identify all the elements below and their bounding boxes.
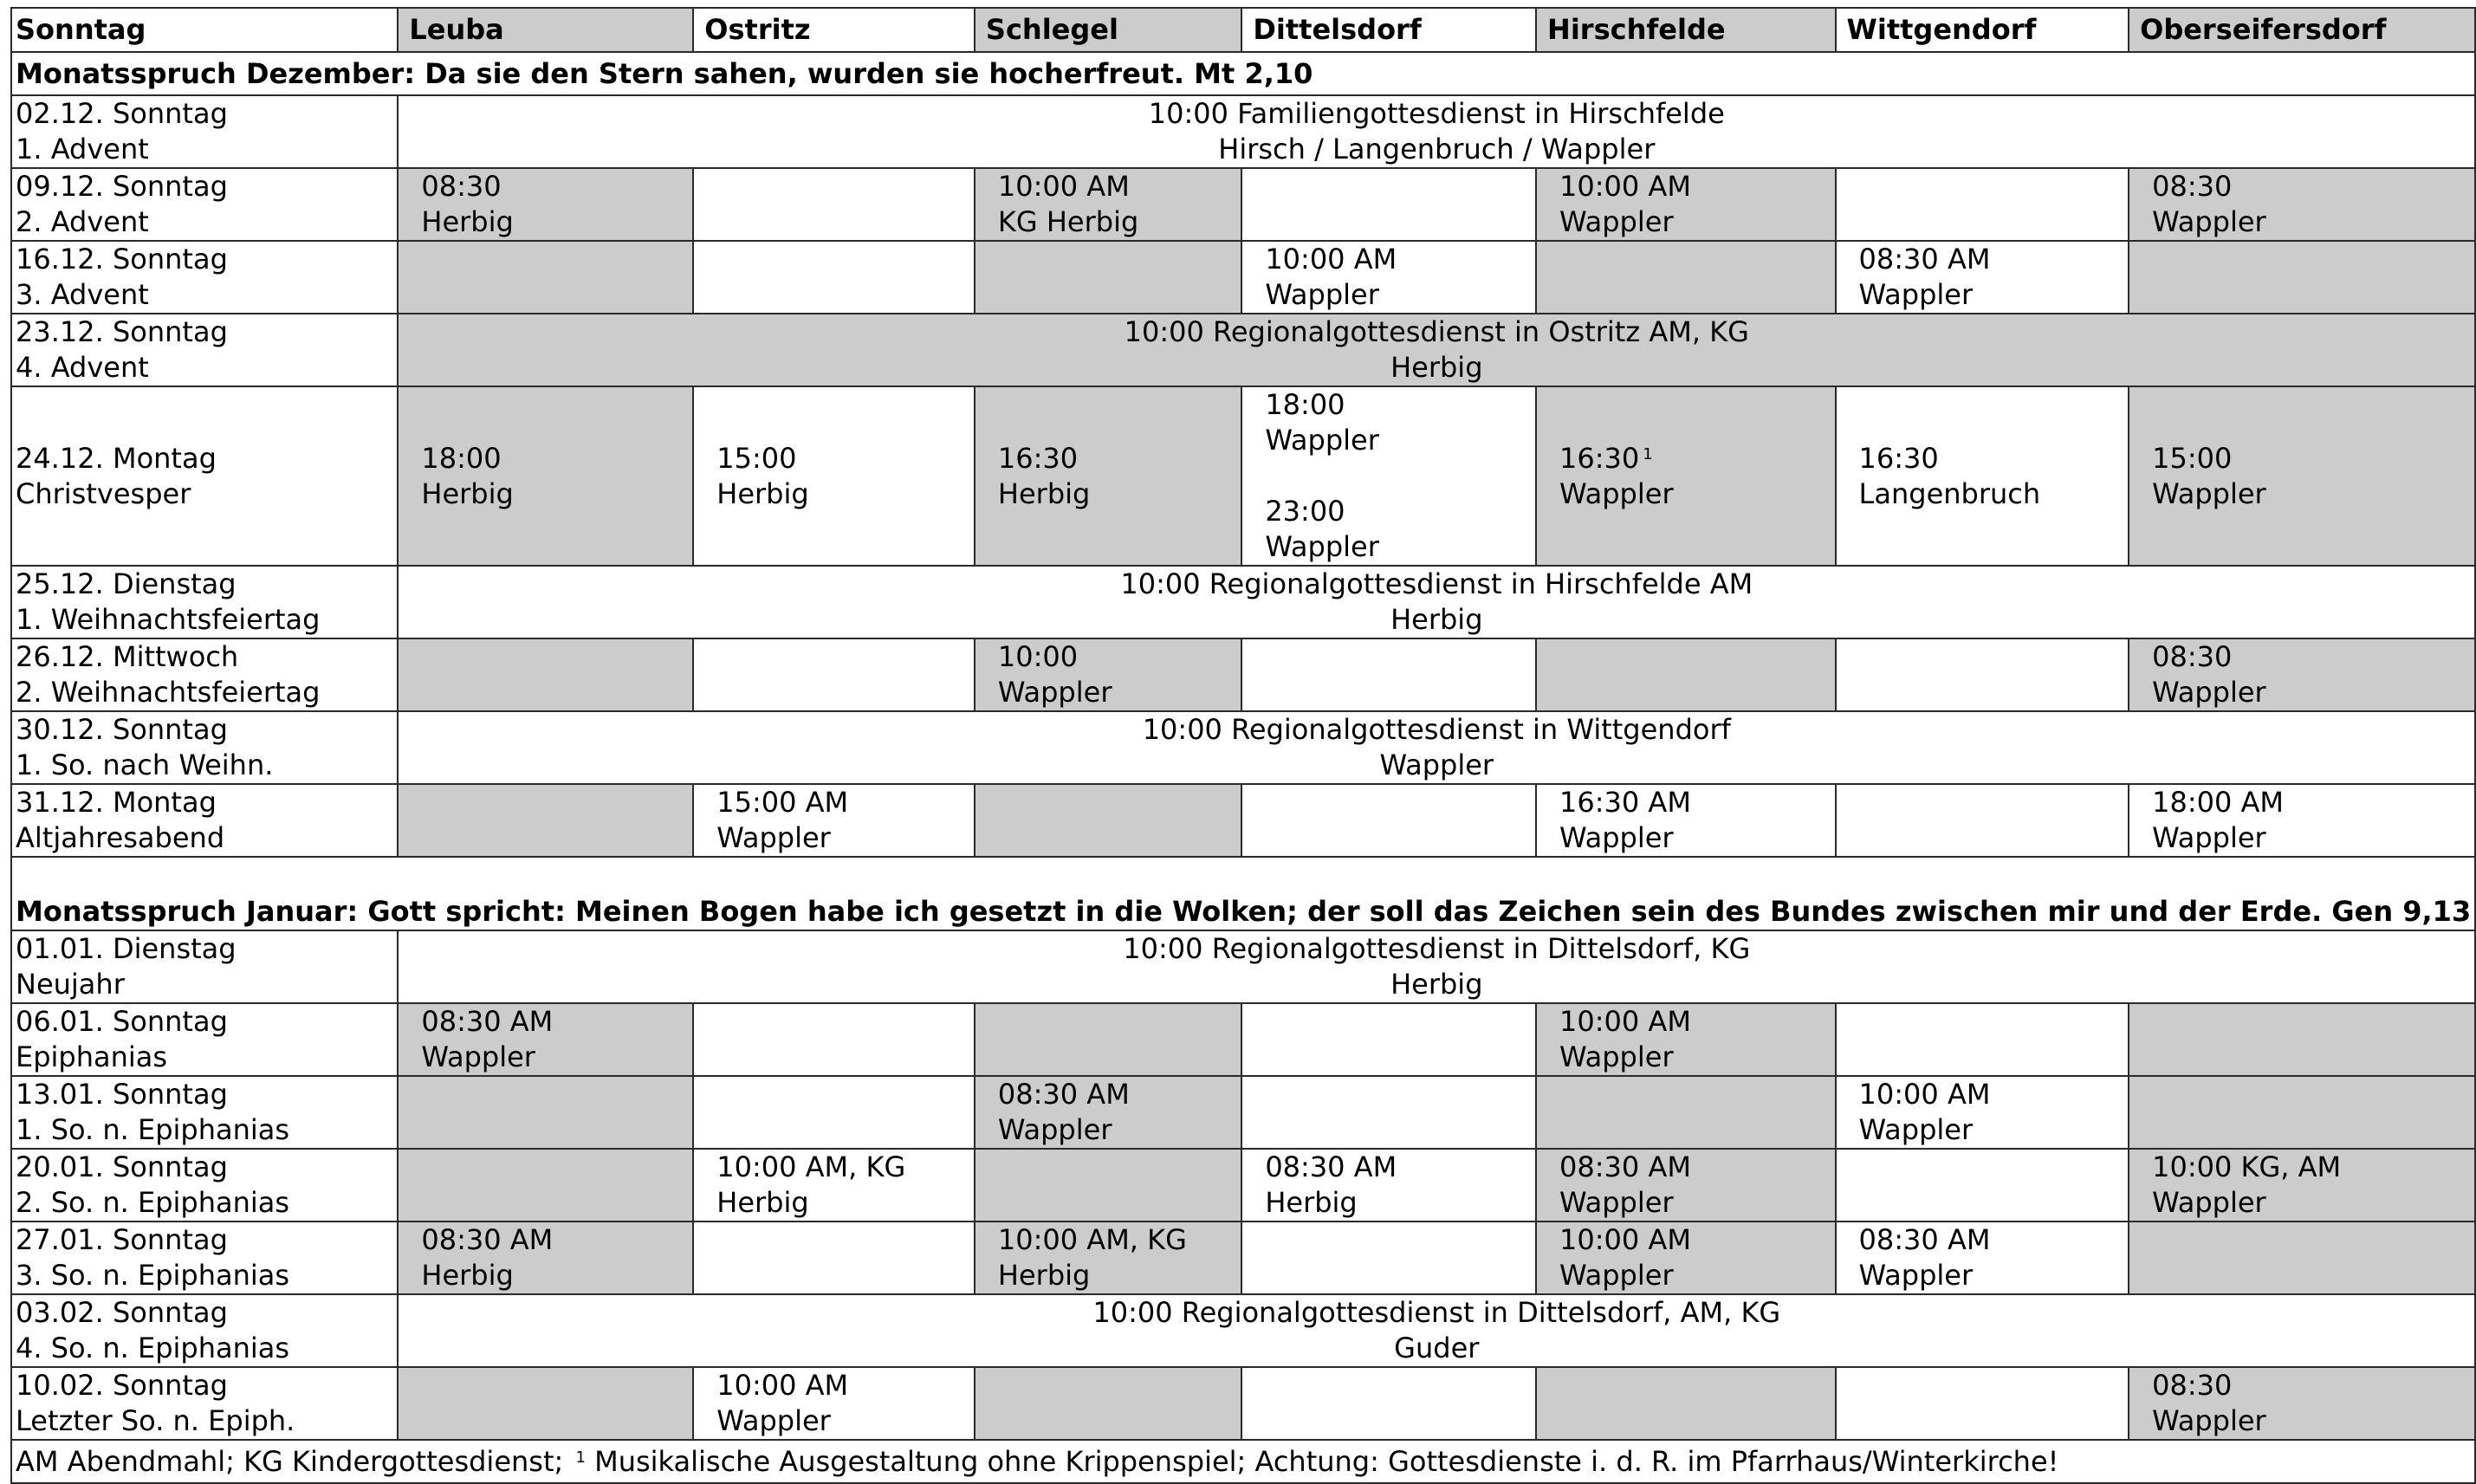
table-row	[11, 1294, 2475, 1367]
regional-service-cell: 10:00 Regionalgottesdienst in Hirschfelde AM Herbig	[398, 566, 2475, 638]
service-cell-oberseifersdorf: 15:00 Wappler	[2129, 386, 2475, 566]
service-cell-dittelsdorf	[1241, 1222, 1536, 1294]
table-row	[11, 784, 2475, 857]
spacer-row	[11, 857, 2475, 889]
col-header-dittelsdorf: Dittelsdorf	[1241, 8, 1536, 52]
service-cell-hirschfelde	[1536, 638, 1836, 711]
legend-cell: AM Abendmahl; KG Kindergottesdienst; $^1$ Musikalische Ausgestaltung ohne Krippenspiel; Achtung: Gottesdienste i. d. R. im Pfarrhaus/Winterkirche!	[11, 1440, 2475, 1483]
col-header-leuba: Leuba	[398, 8, 693, 52]
service-cell-oberseifersdorf: 08:30 Wappler	[2129, 1367, 2475, 1440]
service-cell-oberseifersdorf: 18:00 AM Wappler	[2129, 784, 2475, 857]
service-cell-schlegel	[975, 241, 1241, 314]
service-cell-leuba: 18:00 Herbig	[398, 386, 693, 566]
service-cell-hirschfelde: 08:30 AM Wappler	[1536, 1149, 1836, 1222]
service-cell-leuba: 08:30 AM Wappler	[398, 1003, 693, 1076]
service-cell-ostritz: 10:00 AM, KG Herbig	[693, 1149, 975, 1222]
col-header-hirschfelde: Hirschfelde	[1536, 8, 1836, 52]
footnote-marker: 1	[575, 1448, 586, 1467]
date-cell: 31.12. Montag Altjahresabend	[11, 784, 398, 857]
service-cell-oberseifersdorf	[2129, 1222, 2475, 1294]
footnote-marker: 1	[1643, 444, 1653, 463]
service-cell-leuba	[398, 1367, 693, 1440]
date-cell: 02.12. Sonntag 1. Advent	[11, 95, 398, 168]
service-cell-hirschfelde: 10:00 AM Wappler	[1536, 1003, 1836, 1076]
regional-service-cell: 10:00 Regionalgottesdienst in Ostritz AM, KG Herbig	[398, 314, 2475, 386]
date-cell: 20.01. Sonntag 2. So. n. Epiphanias	[11, 1149, 398, 1222]
table-row	[11, 386, 2475, 566]
table-row	[11, 1149, 2475, 1222]
col-header-schlegel: Schlegel	[975, 8, 1241, 52]
worship-schedule-table	[10, 7, 2476, 1484]
service-cell-leuba	[398, 241, 693, 314]
service-cell-ostritz	[693, 241, 975, 314]
service-cell-hirschfelde	[1536, 1076, 1836, 1149]
service-cell-dittelsdorf: 08:30 AM Herbig	[1241, 1149, 1536, 1222]
service-cell-wittgendorf	[1836, 168, 2129, 241]
service-cell-ostritz	[693, 1076, 975, 1149]
table-row	[11, 1367, 2475, 1440]
regional-service-cell: 10:00 Regionalgottesdienst in Wittgendorf Wappler	[398, 711, 2475, 784]
header-row	[11, 8, 2475, 52]
regional-service-cell: 10:00 Familiengottesdienst in Hirschfelde Hirsch / Langenbruch / Wappler	[398, 95, 2475, 168]
table-row	[11, 1222, 2475, 1294]
service-cell-wittgendorf: 08:30 AM Wappler	[1836, 241, 2129, 314]
service-cell-wittgendorf	[1836, 784, 2129, 857]
service-cell-dittelsdorf	[1241, 1367, 1536, 1440]
service-cell-ostritz: 10:00 AM Wappler	[693, 1367, 975, 1440]
spacer-cell	[11, 857, 2475, 889]
service-cell-ostritz	[693, 1003, 975, 1076]
date-cell: 13.01. Sonntag 1. So. n. Epiphanias	[11, 1076, 398, 1149]
monatsspruch-januar: Monatsspruch Januar: Gott spricht: Meinen Bogen habe ich gesetzt in die Wolken; der soll das Zeichen sein des Bundes zwischen mir und der Erde. Gen 9,13	[11, 889, 2475, 930]
table-row	[11, 638, 2475, 711]
monatsspruch-row	[11, 889, 2475, 930]
service-cell-wittgendorf: 10:00 AM Wappler	[1836, 1076, 2129, 1149]
service-cell-wittgendorf	[1836, 638, 2129, 711]
table-row	[11, 168, 2475, 241]
service-cell-dittelsdorf	[1241, 1003, 1536, 1076]
service-cell-wittgendorf: 16:30 Langenbruch	[1836, 386, 2129, 566]
service-cell-dittelsdorf: 10:00 AM Wappler	[1241, 241, 1536, 314]
regional-service-cell: 10:00 Regionalgottesdienst in Dittelsdorf, KG Herbig	[398, 930, 2475, 1003]
regional-service-cell: 10:00 Regionalgottesdienst in Dittelsdorf, AM, KG Guder	[398, 1294, 2475, 1367]
service-cell-hirschfelde: 16:30 AM Wappler	[1536, 784, 1836, 857]
service-cell-oberseifersdorf	[2129, 241, 2475, 314]
date-cell: 16.12. Sonntag 3. Advent	[11, 241, 398, 314]
service-cell-leuba	[398, 1076, 693, 1149]
table-row	[11, 314, 2475, 386]
service-cell-oberseifersdorf: 10:00 KG, AM Wappler	[2129, 1149, 2475, 1222]
table-row	[11, 930, 2475, 1003]
service-cell-dittelsdorf	[1241, 638, 1536, 711]
col-header-ostritz: Ostritz	[693, 8, 975, 52]
date-cell: 25.12. Dienstag 1. Weihnachtsfeiertag	[11, 566, 398, 638]
service-cell-ostritz: 15:00 Herbig	[693, 386, 975, 566]
service-cell-leuba	[398, 1149, 693, 1222]
date-cell: 26.12. Mittwoch 2. Weihnachtsfeiertag	[11, 638, 398, 711]
monatsspruch-row	[11, 52, 2475, 95]
service-cell-dittelsdorf	[1241, 784, 1536, 857]
service-cell-wittgendorf	[1836, 1003, 2129, 1076]
service-cell-schlegel	[975, 1003, 1241, 1076]
service-cell-hirschfelde: 16:30 $^1$ Wappler	[1536, 386, 1836, 566]
service-cell-hirschfelde: 10:00 AM Wappler	[1536, 1222, 1836, 1294]
date-cell: 01.01. Dienstag Neujahr	[11, 930, 398, 1003]
date-cell: 30.12. Sonntag 1. So. nach Weihn.	[11, 711, 398, 784]
table-row	[11, 241, 2475, 314]
service-cell-schlegel: 08:30 AM Wappler	[975, 1076, 1241, 1149]
col-header-wittgendorf: Wittgendorf	[1836, 8, 2129, 52]
service-cell-wittgendorf	[1836, 1149, 2129, 1222]
service-cell-oberseifersdorf: 08:30 Wappler	[2129, 168, 2475, 241]
service-cell-ostritz	[693, 1222, 975, 1294]
service-cell-dittelsdorf	[1241, 1076, 1536, 1149]
date-cell: 03.02. Sonntag 4. So. n. Epiphanias	[11, 1294, 398, 1367]
service-cell-schlegel	[975, 1149, 1241, 1222]
service-cell-dittelsdorf	[1241, 168, 1536, 241]
service-cell-hirschfelde	[1536, 241, 1836, 314]
date-cell: 27.01. Sonntag 3. So. n. Epiphanias	[11, 1222, 398, 1294]
service-cell-schlegel: 10:00 AM, KG Herbig	[975, 1222, 1241, 1294]
date-cell: 10.02. Sonntag Letzter So. n. Epiph.	[11, 1367, 398, 1440]
date-cell: 24.12. Montag Christvesper	[11, 386, 398, 566]
service-cell-leuba	[398, 638, 693, 711]
table-row	[11, 711, 2475, 784]
col-header-sonntag: Sonntag	[11, 8, 398, 52]
table-row	[11, 1076, 2475, 1149]
service-cell-schlegel: 16:30 Herbig	[975, 386, 1241, 566]
service-cell-leuba: 08:30 Herbig	[398, 168, 693, 241]
date-cell: 23.12. Sonntag 4. Advent	[11, 314, 398, 386]
table-row	[11, 95, 2475, 168]
service-cell-schlegel: 10:00 AM KG Herbig	[975, 168, 1241, 241]
service-cell-leuba: 08:30 AM Herbig	[398, 1222, 693, 1294]
service-cell-hirschfelde	[1536, 1367, 1836, 1440]
table-row	[11, 1003, 2475, 1076]
service-cell-schlegel	[975, 1367, 1241, 1440]
service-cell-ostritz: 15:00 AM Wappler	[693, 784, 975, 857]
date-cell: 09.12. Sonntag 2. Advent	[11, 168, 398, 241]
service-cell-oberseifersdorf	[2129, 1003, 2475, 1076]
service-cell-ostritz	[693, 168, 975, 241]
monatsspruch-dezember: Monatsspruch Dezember: Da sie den Stern sahen, wurden sie hocherfreut. Mt 2,10	[11, 52, 2475, 95]
service-cell-schlegel	[975, 784, 1241, 857]
col-header-oberseifersdorf: Oberseifersdorf	[2129, 8, 2475, 52]
table-row	[11, 566, 2475, 638]
service-cell-schlegel: 10:00 Wappler	[975, 638, 1241, 711]
date-cell: 06.01. Sonntag Epiphanias	[11, 1003, 398, 1076]
service-cell-ostritz	[693, 638, 975, 711]
service-cell-dittelsdorf: 18:00 Wappler 23:00 Wappler	[1241, 386, 1536, 566]
service-cell-leuba	[398, 784, 693, 857]
service-cell-wittgendorf	[1836, 1367, 2129, 1440]
service-cell-wittgendorf: 08:30 AM Wappler	[1836, 1222, 2129, 1294]
legend-row	[11, 1440, 2475, 1483]
service-cell-oberseifersdorf: 08:30 Wappler	[2129, 638, 2475, 711]
service-cell-hirschfelde: 10:00 AM Wappler	[1536, 168, 1836, 241]
service-cell-oberseifersdorf	[2129, 1076, 2475, 1149]
